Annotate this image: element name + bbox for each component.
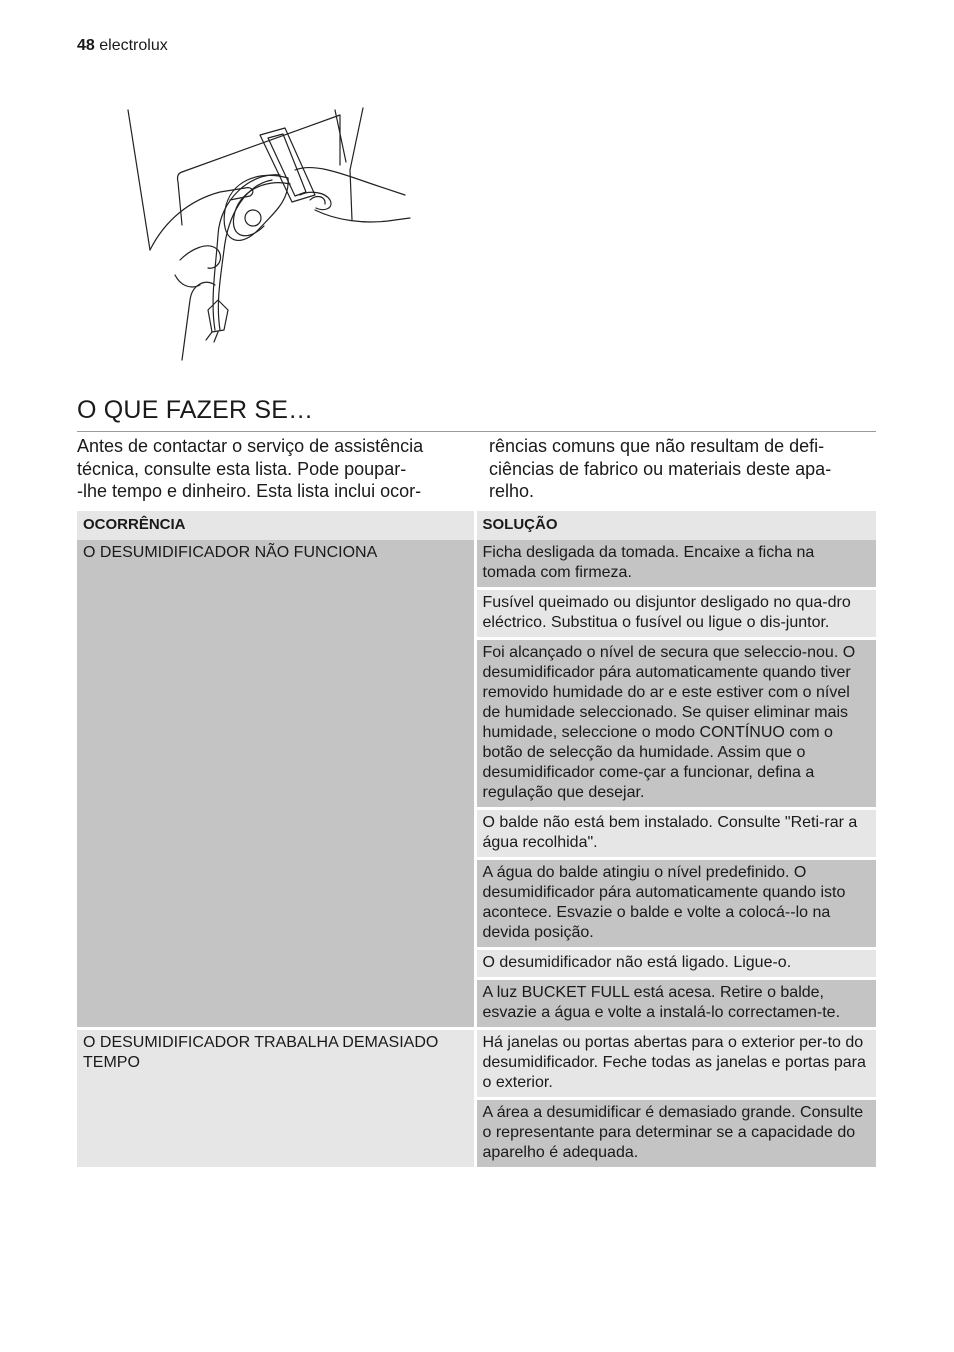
solution-cell: A água do balde atingiu o nível predefinido. O desumidificador pára automaticamente quando isto acontece. Esvazie o balde e volte a colocá--lo na devida posição. (475, 859, 876, 949)
solution-cell: O desumidificador não está ligado. Ligue-o. (475, 949, 876, 979)
table-row (77, 540, 876, 589)
intro-text-right: rências comuns que não resultam de defi- ciências de fabrico ou materiais deste apa- relho. (489, 436, 832, 501)
occurrence-not-working: O DESUMIDIFICADOR NÃO FUNCIONA (77, 540, 475, 1029)
solution-cell: Ficha desligada da tomada. Encaixe a ficha na tomada com firmeza. (475, 540, 876, 589)
table-row (77, 1029, 876, 1099)
intro-text-left: Antes de contactar o serviço de assistência técnica, consulte esta lista. Pode poupar- -lhe tempo e dinheiro. Esta lista inclui ocor- (77, 436, 424, 501)
intro-column-left (77, 435, 465, 503)
solution-cell: A luz BUCKET FULL está acesa. Retire o balde, esvazie a água e volte a instalá-lo correctamen-te. (475, 979, 876, 1029)
brand-name: electrolux (99, 37, 168, 54)
occurrence-runs-too-long: O DESUMIDIFICADOR TRABALHA DEMASIADO TEMPO (77, 1029, 475, 1169)
solution-cell: Há janelas ou portas abertas para o exterior per-to do desumidificador. Feche todas as janelas e portas para o exterior. (475, 1029, 876, 1099)
cord-wrapping-illustration (120, 100, 420, 365)
page-header (77, 37, 168, 55)
solution-cell: A área a desumidificar é demasiado grande. Consulte o representante para determinar se a capacidade do aparelho é adequada. (475, 1099, 876, 1169)
header-occurrence: OCORRÊNCIA (77, 511, 475, 540)
section-title: O QUE FAZER SE… (77, 396, 876, 432)
intro-column-right (489, 435, 877, 503)
table-header-row (77, 511, 876, 540)
solution-cell: Fusível queimado ou disjuntor desligado no qua-dro eléctrico. Substitua o fusível ou ligue o dis-juntor. (475, 589, 876, 639)
solution-cell: O balde não está bem instalado. Consulte "Reti-rar a água recolhida". (475, 809, 876, 859)
header-solution: SOLUÇÃO (475, 511, 876, 540)
troubleshooting-table (77, 511, 876, 1170)
page-number: 48 (77, 37, 95, 54)
solution-cell: Foi alcançado o nível de secura que seleccio-nou. O desumidificador pára automaticamente quando tiver removido humidade do ar e este estiver com o nível de humidade seleccionado. Se quiser eliminar mais humidade, seleccione o modo CONTÍNUO com o botão de selecção da humidade. Assim que o desumidificador come-çar a funcionar, defina a regulação que desejar. (475, 639, 876, 809)
